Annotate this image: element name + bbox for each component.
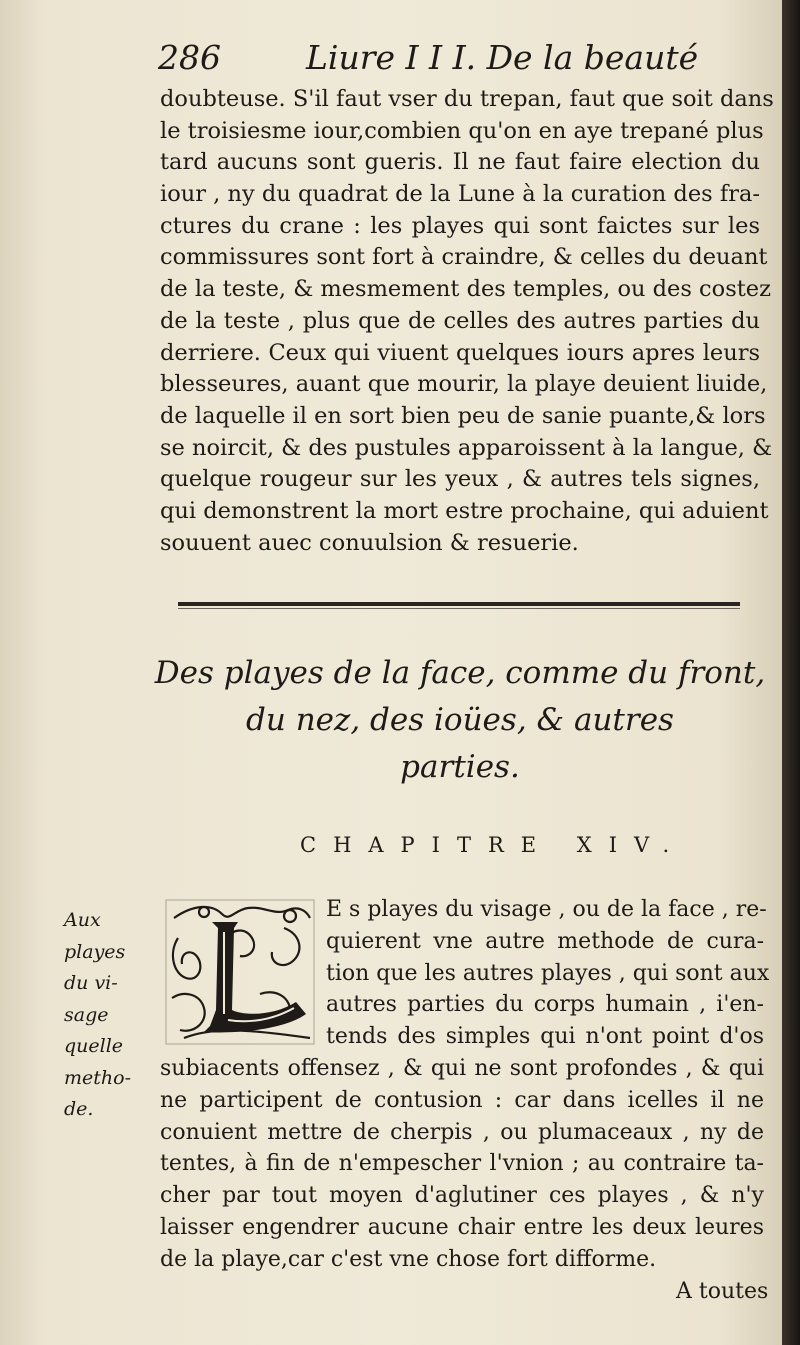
top-paragraph xyxy=(160,84,774,559)
text-line: cher par tout moyen d'aglutiner ces playes , & n'y xyxy=(160,1183,764,1209)
section-title-line: parties. xyxy=(400,749,520,785)
chapter-first-lines xyxy=(326,894,770,1053)
margin-note-line: Aux xyxy=(64,909,101,931)
running-title: Liure I I I. De la beauté xyxy=(306,38,699,77)
section-title-line: du nez, des ioües, & autres xyxy=(246,702,674,738)
margin-note-line: playes xyxy=(64,940,126,963)
page-number: 286 xyxy=(158,38,221,77)
section-title-line: Des playes de la face, comme du front, xyxy=(154,655,766,691)
text-line: derriere. Ceux qui viuent quelques iours apres leurs xyxy=(160,339,760,366)
page-edge-shadow xyxy=(782,0,800,1345)
text-line: ctures du crane : les playes qui sont faictes sur les xyxy=(160,212,760,239)
text-line: ne participent de contusion : car dans icelles il ne xyxy=(160,1087,764,1113)
text-line: de la playe,car c'est vne chose fort difforme. xyxy=(160,1246,657,1272)
text-line: de la teste, & mesmement des temples, ou des costez xyxy=(160,276,771,303)
text-line: tard aucuns sont gueris. Il ne faut faire election du xyxy=(160,149,760,176)
text-line: laisser engendrer aucune chair entre les deux leures xyxy=(160,1214,764,1240)
text-line: souuent auec conuulsion & resuerie. xyxy=(160,529,579,556)
text-line: iour , ny du quadrat de la Lune à la curation des fra- xyxy=(160,181,760,208)
catchword: A toutes xyxy=(676,1279,769,1304)
chapter-heading: CHAPITRE XIV. xyxy=(300,833,687,857)
margin-note-line: de. xyxy=(64,1098,94,1120)
decorated-initial-l-icon xyxy=(164,898,316,1046)
margin-note-line: quelle xyxy=(64,1035,124,1057)
text-line: E s playes du visage , ou de la face , re- xyxy=(326,897,767,922)
text-line: de la teste , plus que de celles des autres parties du xyxy=(160,307,760,334)
text-line: conuient mettre de cherpis , ou plumaceaux , ny de xyxy=(160,1119,764,1145)
section-divider xyxy=(178,602,740,606)
margin-note xyxy=(64,905,154,1126)
text-line: autres parties du corps humain , i'en- xyxy=(326,992,764,1018)
text-line: doubteuse. S'il faut vser du trepan, faut que soit dans xyxy=(160,86,774,112)
section-divider-thin xyxy=(178,608,740,609)
text-line: subiacents offensez , & qui ne sont profondes , & qui xyxy=(160,1056,764,1081)
section-title xyxy=(150,650,770,791)
margin-note-line: sage xyxy=(64,1003,109,1026)
margin-note-line: du vi- xyxy=(64,972,118,994)
text-line: commissures sont fort à craindre, & celles du deuant xyxy=(160,244,768,271)
margin-note-line: metho- xyxy=(64,1066,131,1089)
running-header xyxy=(158,38,758,88)
text-line: le troisiesme iour,combien qu'on en aye trepané plus xyxy=(160,117,764,144)
chapter-body xyxy=(160,1053,764,1276)
text-line: blesseures, auant que mourir, la playe deuient liuide, xyxy=(160,371,768,398)
text-line: se noircit, & des pustules apparoissent à la langue, & xyxy=(160,434,773,461)
text-line: qui demonstrent la mort estre prochaine, qui aduient xyxy=(160,497,769,524)
text-line: de laquelle il en sort bien peu de sanie puante,& lors xyxy=(160,402,766,429)
text-line: tion que les autres playes , qui sont aux xyxy=(326,960,770,986)
text-line: quierent vne autre methode de cura- xyxy=(326,928,764,954)
text-line: tentes, à fin de n'empescher l'vnion ; au contraire ta- xyxy=(160,1151,764,1177)
text-line: quelque rougeur sur les yeux , & autres tels signes, xyxy=(160,466,760,493)
text-line: tends des simples qui n'ont point d'os xyxy=(326,1024,764,1050)
